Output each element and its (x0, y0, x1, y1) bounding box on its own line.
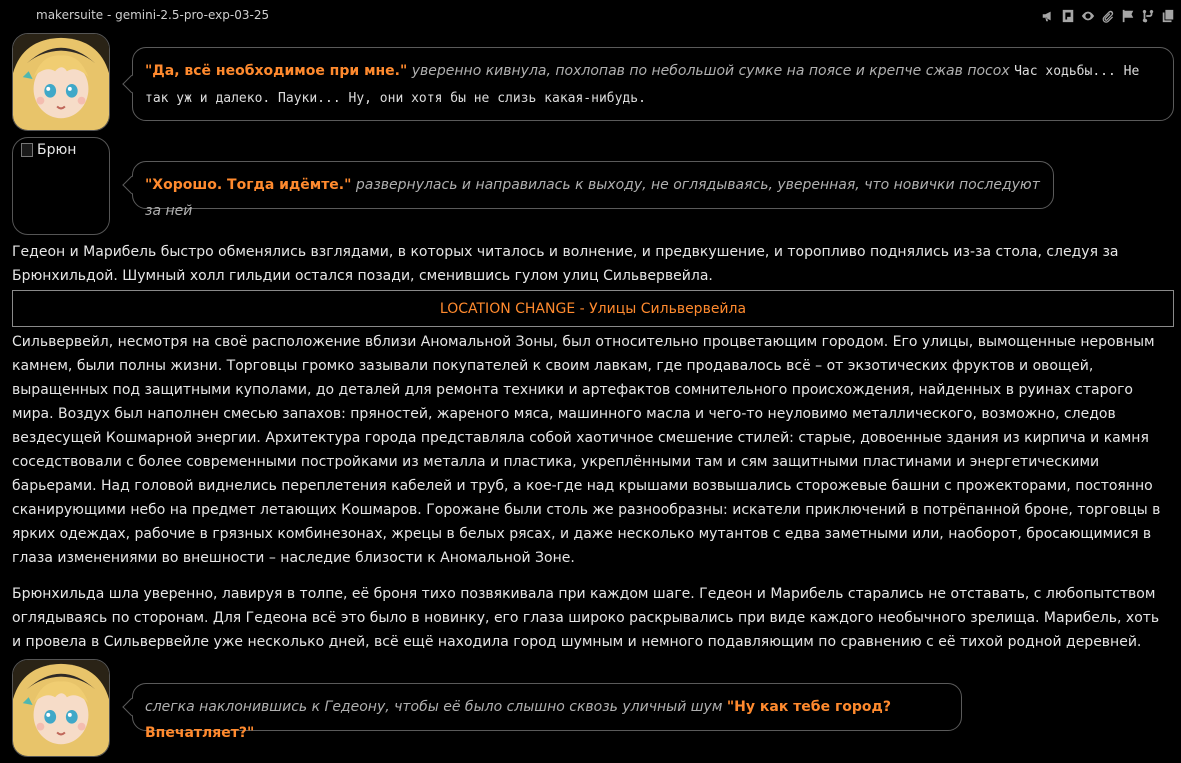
eye-icon[interactable] (1081, 9, 1095, 23)
avatar-brun[interactable] (12, 137, 110, 235)
model-label: makersuite - gemini-2.5-pro-exp-03-25 (36, 8, 270, 22)
location-change-text: LOCATION CHANGE - Улицы Сильвервейла (439, 300, 747, 317)
speech-text: "Хорошо. Тогда идёмте." (145, 177, 352, 193)
broken-image (21, 142, 76, 158)
avatar-portrait-icon (13, 660, 109, 756)
speech-text: "Ну как тебе город? Впечатляет?" (145, 699, 891, 741)
action-text: уверенно кивнула, похлопав по небольшой сумке на поясе и крепче сжав посох (411, 63, 1010, 79)
avatar-portrait-icon (13, 34, 109, 130)
avatar-maribel[interactable] (12, 33, 110, 131)
message-bubble (132, 161, 1054, 219)
thought-text: Час ходьбы... Не так уж и далеко. Пауки... Ну, они хотя бы не слизь какая-нибудь. (145, 64, 1140, 106)
avatar-maribel[interactable] (12, 659, 110, 757)
action-text: развернулась и направилась к выходу, не оглядываясь, уверенная, что новички последуют за ней (145, 177, 1040, 219)
narration-paragraph: Сильвервейл, несмотря на своё расположение вблизи Аномальной Зоны, был относительно процветающим городом. Его улицы, вымощенные неровным камнем, были полны жизни. Торговцы громко зазывали покупателей к своим лавкам, где продавалось всё – от экзотических фруктов и овощей, выращенных под защитными куполами, до деталей для ремонта техники и артефактов сомнительного происхождения, найденных в руинах старого мира. Воздух был наполнен смесью запахов: пряностей, жареного мяса, машинного масла и чего-то неуловимо металлического, возможно, следов вездесущей Кошмарной энергии. Архитектура города представляла собой хаотичное смешение стилей: старые, довоенные здания из кирпича и камня соседствовали с более современными постройками из металла и пластика, укреплёнными там и сям защитными пластинами и энергетическими барьерами. Над головой виднелись переплетения кабелей и труб, а кое-где над крышами возвышались сторожевые башни с прожекторами, постоянно сканирующими небо на предмет летающих Кошмаров. Горожане были столь же разнообразны: искатели приключений в потрёпанной броне, торговцы в ярких одеждах, рабочие в грязных комбинезонах, жрецы в белых рясах, и даже несколько мутантов с едва заметными или, наоборот, бросающимися в глаза изменениями во внешности – наследие близости к Аномальной Зоне. (12, 334, 1161, 566)
flag-icon[interactable] (1121, 9, 1135, 23)
action-text: слегка наклонившись к Гедеону, чтобы её было слышно сквозь уличный шум (145, 699, 723, 715)
megaphone-icon[interactable] (1041, 9, 1055, 23)
copy-icon[interactable] (1161, 9, 1175, 23)
broken-image-icon (21, 143, 33, 157)
avatar-alt-text: Брюн (37, 142, 77, 158)
message-toolbar (1041, 9, 1175, 23)
message-bubble (132, 683, 962, 741)
narration-paragraph: Брюнхильда шла уверенно, лавируя в толпе, её броня тихо позвякивала при каждом шаге. Гедеон и Марибель старались не отставать, с любопытством оглядываясь по сторонам. Для Гедеона всё это было в новинку, его глаза широко раскрывались при виде каждого необычного зрелища. Марибель, хоть и провела в Сильвервейле уже несколько дней, всё ещё находила город шумным и немного подавляющим по сравнению с её тихой родной деревней. (12, 586, 1160, 650)
location-change-banner (12, 290, 1174, 327)
top-bar (0, 0, 1181, 30)
speech-text: "Да, всё необходимое при мне." (145, 63, 408, 79)
branch-icon[interactable] (1141, 9, 1155, 23)
paperclip-icon[interactable] (1101, 9, 1115, 23)
narration-paragraph: Гедеон и Марибель быстро обменялись взглядами, в которых читалось и волнение, и предвкушение, и торопливо поднялись из-за стола, следуя за Брюнхильдой. Шумный холл гильдии остался позади, сменившись гулом улиц Сильвервейла. (12, 244, 1119, 284)
flag-box-icon[interactable] (1061, 9, 1075, 23)
message-bubble (132, 47, 1174, 121)
